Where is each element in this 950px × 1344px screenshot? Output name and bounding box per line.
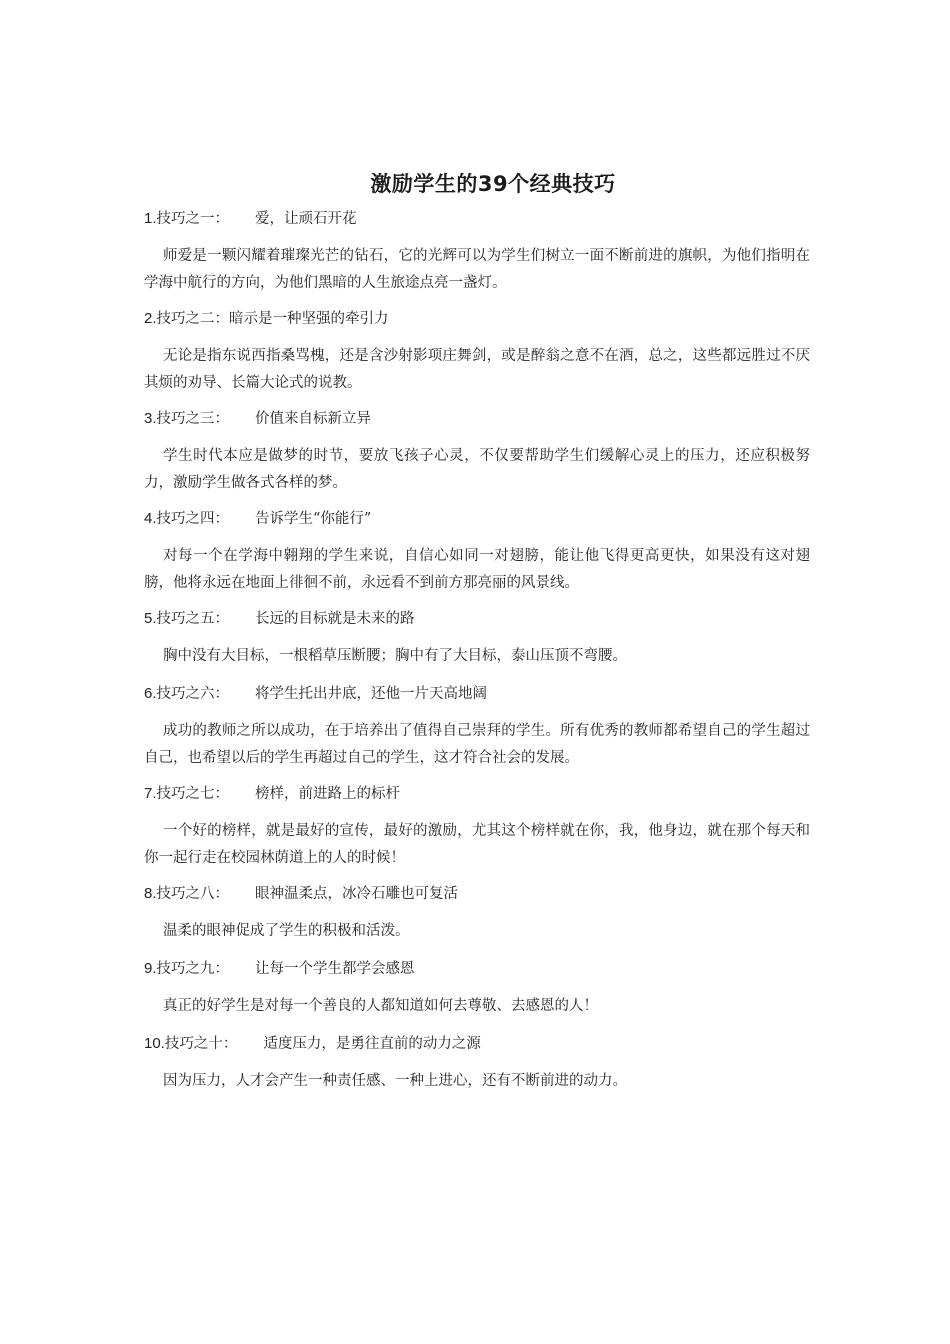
tip-label: 技巧之五： xyxy=(156,611,230,627)
tip-number: 8. xyxy=(144,885,157,902)
tip-heading xyxy=(144,958,810,980)
tip-body: 胸中没有大目标，一根稻草压断腰；胸中有了大目标，泰山压顶不弯腰。 xyxy=(163,648,627,664)
tip-number: 10. xyxy=(144,1035,165,1052)
tip-label: 技巧之八： xyxy=(156,886,230,902)
tip-title: 适度压力，是勇往直前的动力之源 xyxy=(263,1036,481,1052)
tip-item-6 xyxy=(144,683,810,772)
tip-item-9 xyxy=(144,958,810,1020)
tip-item-7 xyxy=(144,783,810,872)
tip-body: 温柔的眼神促成了学生的积极和活泼。 xyxy=(163,923,410,939)
tip-heading xyxy=(144,208,810,230)
tip-item-3 xyxy=(144,408,810,497)
tip-item-2 xyxy=(144,308,810,397)
document-title: 激励学生的39个经典技巧 xyxy=(370,172,616,196)
tip-title: 告诉学生“你能行” xyxy=(255,511,372,527)
tip-number: 7. xyxy=(144,785,157,802)
tip-title: 暗示是一种坚强的牵引力 xyxy=(229,311,389,327)
tip-heading xyxy=(144,883,810,905)
tip-body: 师爱是一颗闪耀着璀璨光芒的钻石，它的光辉可以为学生们树立一面不断前进的旗帜，为他们指明在学海中航行的方向，为他们黑暗的人生旅途点亮一盏灯。 xyxy=(144,248,810,291)
tip-body: 真正的好学生是对每一个善良的人都知道如何去尊敬、去感恩的人！ xyxy=(163,998,598,1014)
tip-heading xyxy=(144,783,810,805)
tip-number: 3. xyxy=(144,410,157,427)
tip-body: 成功的教师之所以成功，在于培养出了值得自己崇拜的学生。所有优秀的教师都希望自己的学生超过自己，也希望以后的学生再超过自己的学生，这才符合社会的发展。 xyxy=(144,723,810,766)
tip-body: 对每一个在学海中翱翔的学生来说，自信心如同一对翅膀，能让他飞得更高更快，如果没有这对翅膀，他将永远在地面上徘徊不前，永远看不到前方那亮丽的风景线。 xyxy=(144,548,810,591)
tip-heading xyxy=(144,608,810,630)
tip-body: 无论是指东说西指桑骂槐，还是含沙射影项庄舞剑，或是醉翁之意不在酒，总之，这些都远胜过不厌其烦的劝导、长篇大论式的说教。 xyxy=(144,348,810,391)
tip-heading xyxy=(144,408,810,430)
tip-label: 技巧之二： xyxy=(156,311,230,327)
tip-title: 爱，让顽石开花 xyxy=(255,211,357,227)
tip-label: 技巧之四： xyxy=(156,511,230,527)
tip-title: 榜样，前进路上的标杆 xyxy=(255,786,401,802)
tip-number: 2. xyxy=(144,310,157,327)
tip-title: 价值来自标新立异 xyxy=(255,411,372,427)
tip-label: 技巧之一： xyxy=(156,211,230,227)
tip-body: 一个好的榜样，就是最好的宣传，最好的激励，尤其这个榜样就在你，我，他身边，就在那个每天和你一起行走在校园林荫道上的人的时候！ xyxy=(144,823,810,866)
tip-heading xyxy=(144,1033,810,1055)
tip-body: 因为压力，人才会产生一种责任感、一种上进心，还有不断前进的动力。 xyxy=(163,1073,627,1089)
tip-item-1 xyxy=(144,208,810,297)
tip-number: 5. xyxy=(144,610,157,627)
tip-number: 9. xyxy=(144,960,157,977)
tip-label: 技巧之十： xyxy=(164,1036,238,1052)
tip-label: 技巧之三： xyxy=(156,411,230,427)
tip-heading xyxy=(144,308,810,330)
tip-item-8 xyxy=(144,883,810,945)
tip-title: 将学生托出井底，还他一片天高地阔 xyxy=(255,686,488,702)
tip-label: 技巧之九： xyxy=(156,961,230,977)
tip-number: 6. xyxy=(144,685,157,702)
document-content xyxy=(144,208,810,1108)
tip-number: 4. xyxy=(144,510,157,527)
tip-title: 长远的目标就是未来的路 xyxy=(255,611,415,627)
tip-heading xyxy=(144,683,810,705)
tip-body: 学生时代本应是做梦的时节，要放飞孩子心灵，不仅要帮助学生们缓解心灵上的压力，还应积极努力，激励学生做各式各样的梦。 xyxy=(144,448,810,491)
tip-item-5 xyxy=(144,608,810,670)
tip-title: 让每一个学生都学会感恩 xyxy=(255,961,415,977)
tip-label: 技巧之七： xyxy=(156,786,230,802)
tip-label: 技巧之六： xyxy=(156,686,230,702)
tip-item-10 xyxy=(144,1033,810,1095)
tip-title: 眼神温柔点，冰冷石雕也可复活 xyxy=(255,886,459,902)
tip-heading xyxy=(144,508,810,530)
tip-number: 1. xyxy=(144,210,157,227)
tip-item-4 xyxy=(144,508,810,597)
